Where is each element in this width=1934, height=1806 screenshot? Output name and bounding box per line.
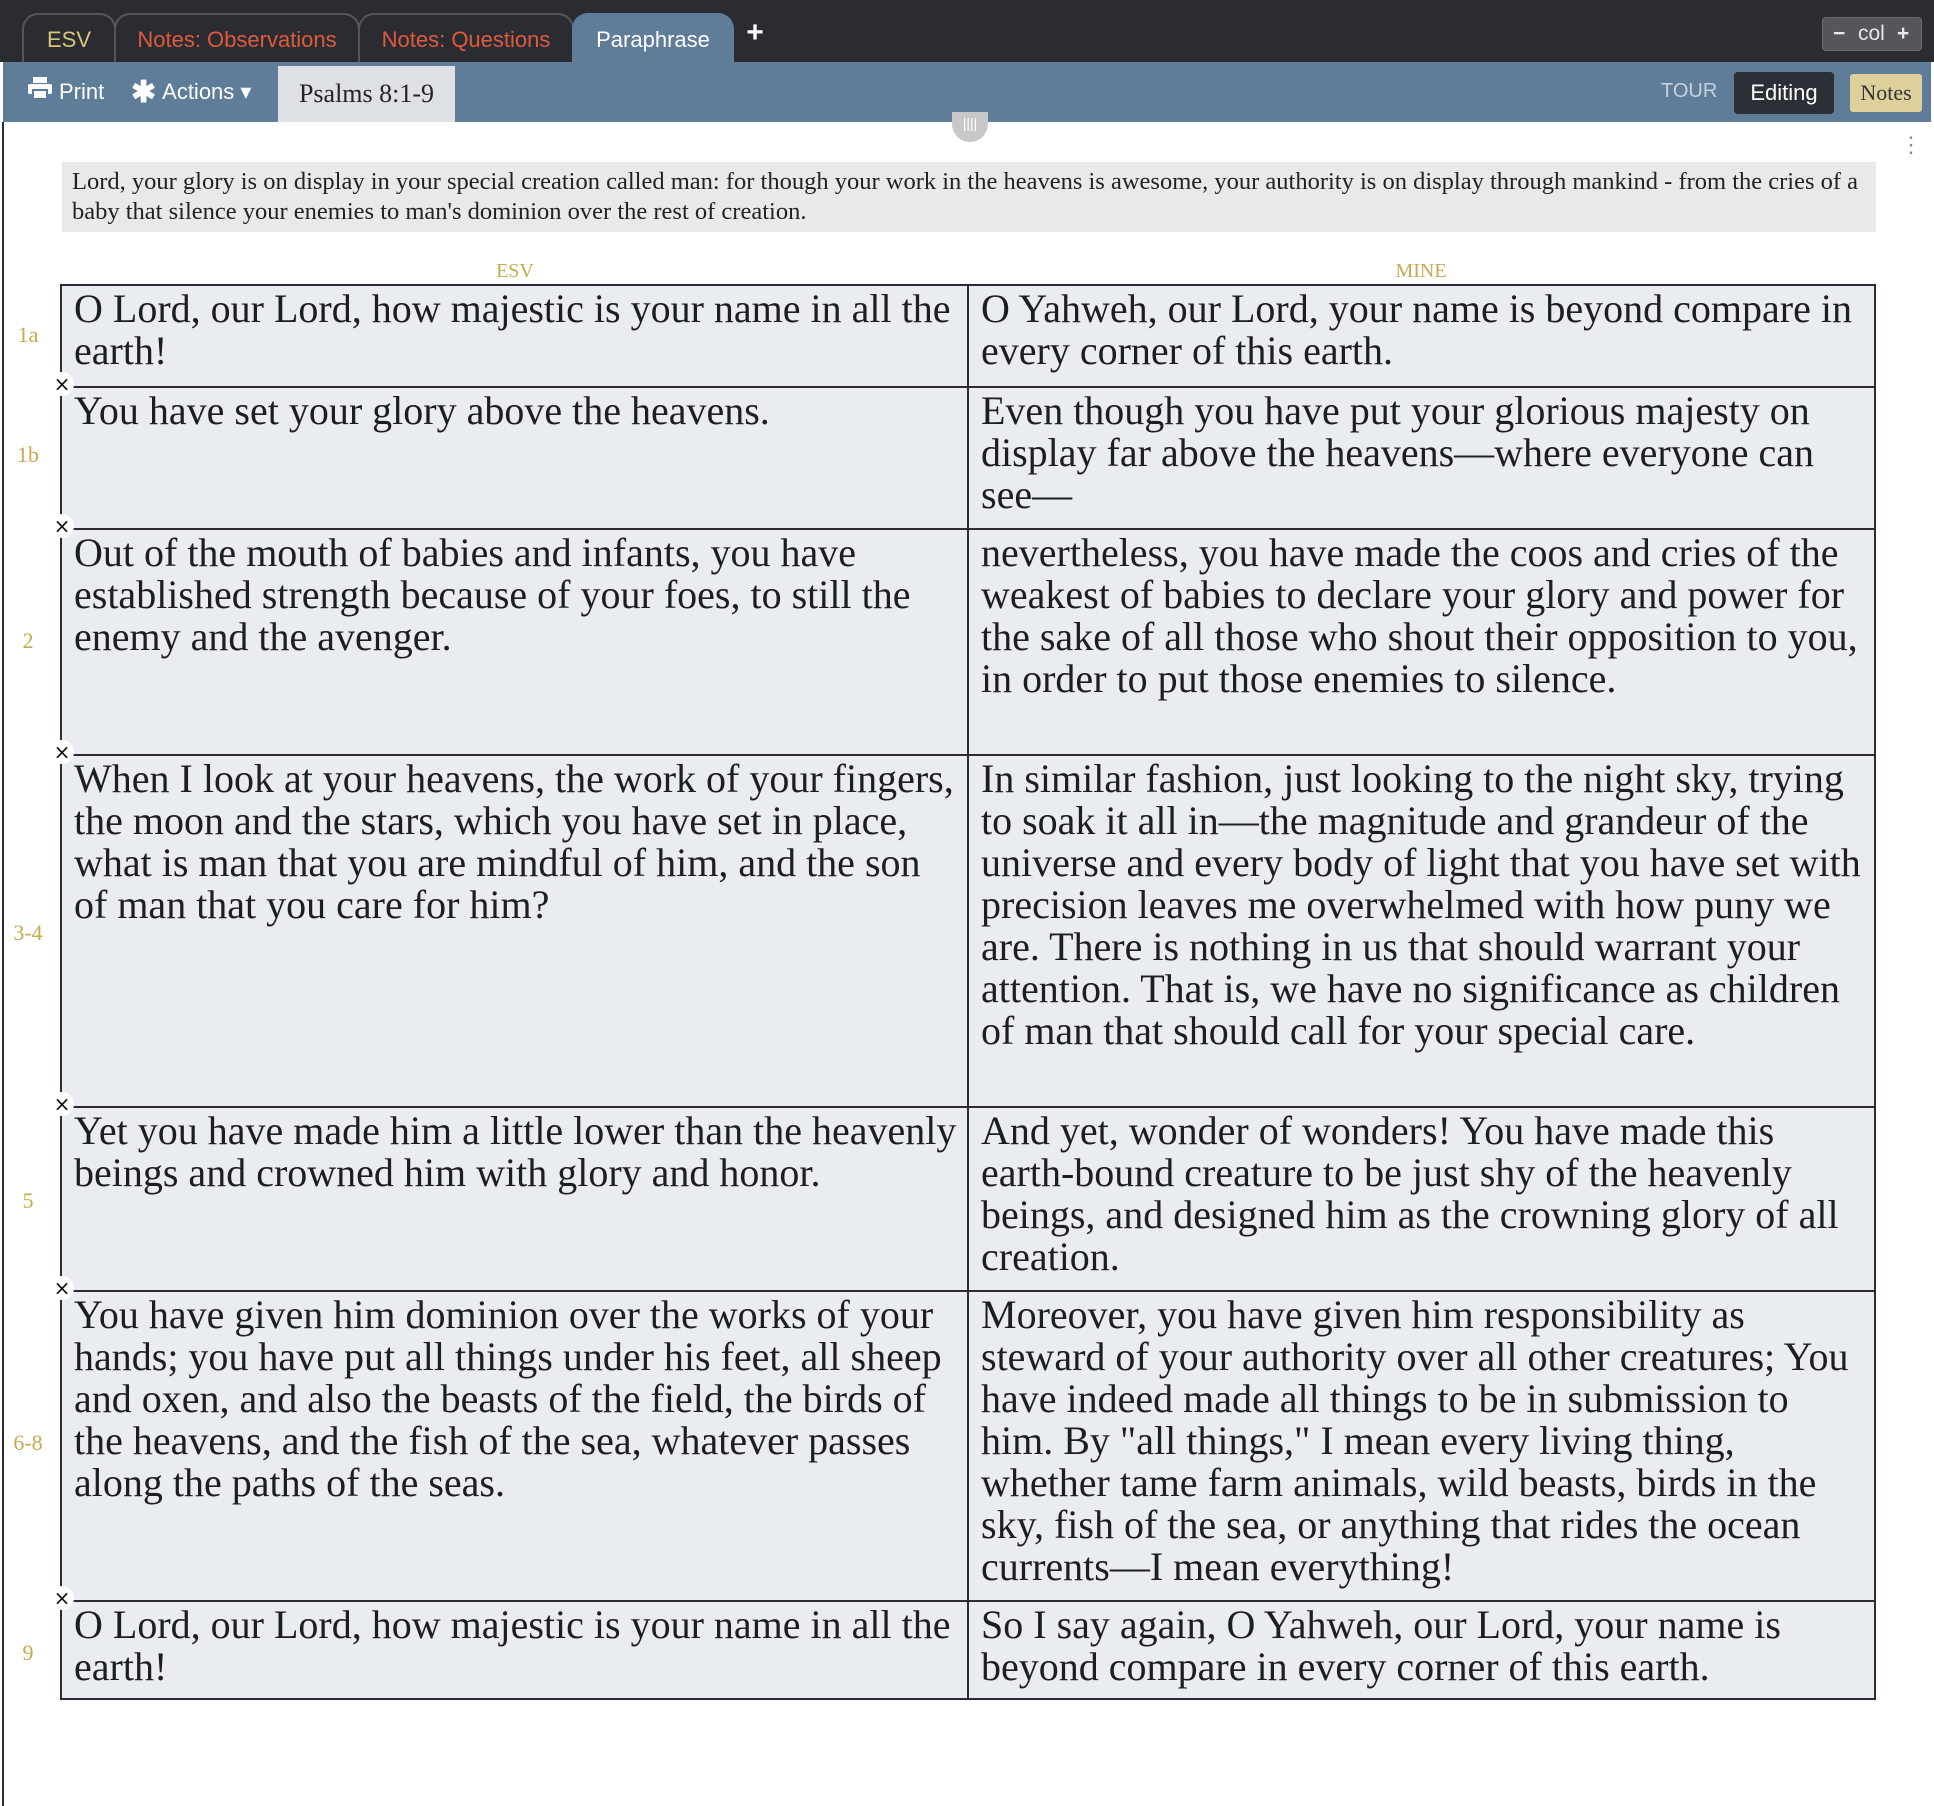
esv-cell: Out of the mouth of babies and infants, you have established strength because of your foes, to still the enemy and the avenger.: [62, 530, 969, 754]
remove-split-button[interactable]: ×: [50, 372, 74, 396]
add-tab-button[interactable]: +: [746, 16, 764, 49]
paraphrase-summary[interactable]: Lord, your glory is on display in your special creation called man: for though your work in the heavens is awesome, your authority is on display through mankind - from the cries of a baby that silence your enemies to man's dominion over the rest of creation.: [62, 162, 1876, 232]
paraphrase-cell[interactable]: And yet, wonder of wonders! You have made this earth-bound creature to be just shy of the heavenly beings, and designed him as the crowning glory of all creation.: [981, 1108, 1839, 1279]
verse-label: 9: [22, 1640, 34, 1665]
panel-left-border: [2, 122, 4, 1806]
add-column-button[interactable]: +: [1897, 22, 1910, 45]
tour-link[interactable]: TOUR: [1661, 80, 1718, 102]
column-header-mine: MINE: [1395, 260, 1447, 282]
esv-cell: You have set your glory above the heavens.: [62, 388, 969, 528]
asterisk-icon: ✱: [131, 76, 157, 110]
verse-label: 3-4: [13, 920, 43, 945]
printer-icon: [27, 63, 53, 123]
print-label: Print: [59, 79, 105, 104]
column-control-label: col: [1858, 22, 1885, 45]
esv-cell: When I look at your heavens, the work of your fingers, the moon and the stars, which you have set in place, what is man that you are mindful of him, and the son of man that you care for him?: [62, 756, 969, 1106]
esv-cell: You have given him dominion over the works of your hands; you have put all things under his feet, all sheep and oxen, and also the beasts of the field, the birds of the heavens, and the fish of the sea, whatever passes along the paths of the seas.: [62, 1292, 969, 1600]
verse-label: 1a: [17, 322, 39, 347]
column-control: [1822, 17, 1922, 51]
paraphrase-cell[interactable]: Moreover, you have given him responsibility as steward of your authority over all other creatures; You have indeed made all things to be in submission to him. By "all things," I mean every living thing, whether tame farm animals, wild beasts, birds in the sky, fish of the sea, or anything that rides the ocean currents—I mean everything!: [981, 1292, 1849, 1589]
paraphrase-cell[interactable]: So I say again, O Yahweh, our Lord, your name is beyond compare in every corner of this earth.: [981, 1602, 1781, 1689]
paraphrase-cell[interactable]: In similar fashion, just looking to the night sky, trying to soak it all in—the magnitude and grandeur of the universe and every body of light that you have set with precision leaves me overwhelmed with how puny we are. There is nothing in us that should warrant your attention. That is, we have no significance as children of man that should call for your special care.: [981, 756, 1861, 1053]
verse-label: 6-8: [13, 1430, 43, 1455]
remove-split-button[interactable]: ×: [50, 514, 74, 538]
tab-esv[interactable]: ESV: [22, 13, 116, 62]
paraphrase-cell[interactable]: Even though you have put your glorious majesty on display far above the heavens—where everyone can see—: [981, 388, 1814, 517]
remove-split-button[interactable]: ×: [50, 1276, 74, 1300]
tab-notes-questions[interactable]: Notes: Questions: [358, 13, 574, 62]
verse-label: 5: [22, 1188, 34, 1213]
esv-cell: O Lord, our Lord, how majestic is your name in all the earth!: [62, 286, 969, 386]
more-options-icon[interactable]: ⋮: [1900, 132, 1922, 157]
remove-split-button[interactable]: ×: [50, 1586, 74, 1610]
tab-bar: [0, 0, 1934, 62]
paraphrase-cell[interactable]: nevertheless, you have made the coos and cries of the weakest of babies to declare your glory and power for the sake of all those who shout their opposition to you, in order to put those enemies to silence.: [981, 530, 1858, 701]
actions-label: Actions ▾: [162, 79, 252, 104]
remove-split-button[interactable]: ×: [50, 740, 74, 764]
actions-menu[interactable]: [131, 62, 251, 122]
esv-cell: O Lord, our Lord, how majestic is your name in all the earth!: [62, 1602, 969, 1698]
passage-reference-tab[interactable]: Psalms 8:1-9: [278, 66, 455, 122]
tab-notes-observations[interactable]: Notes: Observations: [114, 13, 360, 62]
notes-button[interactable]: Notes: [1850, 74, 1922, 112]
column-header-esv: ESV: [496, 260, 534, 282]
parallel-verse-table: [60, 284, 1876, 1700]
paraphrase-cell[interactable]: O Yahweh, our Lord, your name is beyond compare in every corner of this earth.: [981, 286, 1852, 373]
print-button[interactable]: [27, 62, 104, 122]
verse-label: 2: [22, 628, 34, 653]
tab-paraphrase[interactable]: Paraphrase: [572, 13, 734, 62]
editing-button[interactable]: Editing: [1734, 72, 1834, 114]
remove-column-button[interactable]: −: [1833, 22, 1846, 45]
drag-handle[interactable]: ||||: [952, 112, 988, 142]
esv-cell: Yet you have made him a little lower than the heavenly beings and crowned him with glory and honor.: [62, 1108, 969, 1290]
remove-split-button[interactable]: ×: [50, 1092, 74, 1116]
verse-label: 1b: [17, 442, 39, 467]
